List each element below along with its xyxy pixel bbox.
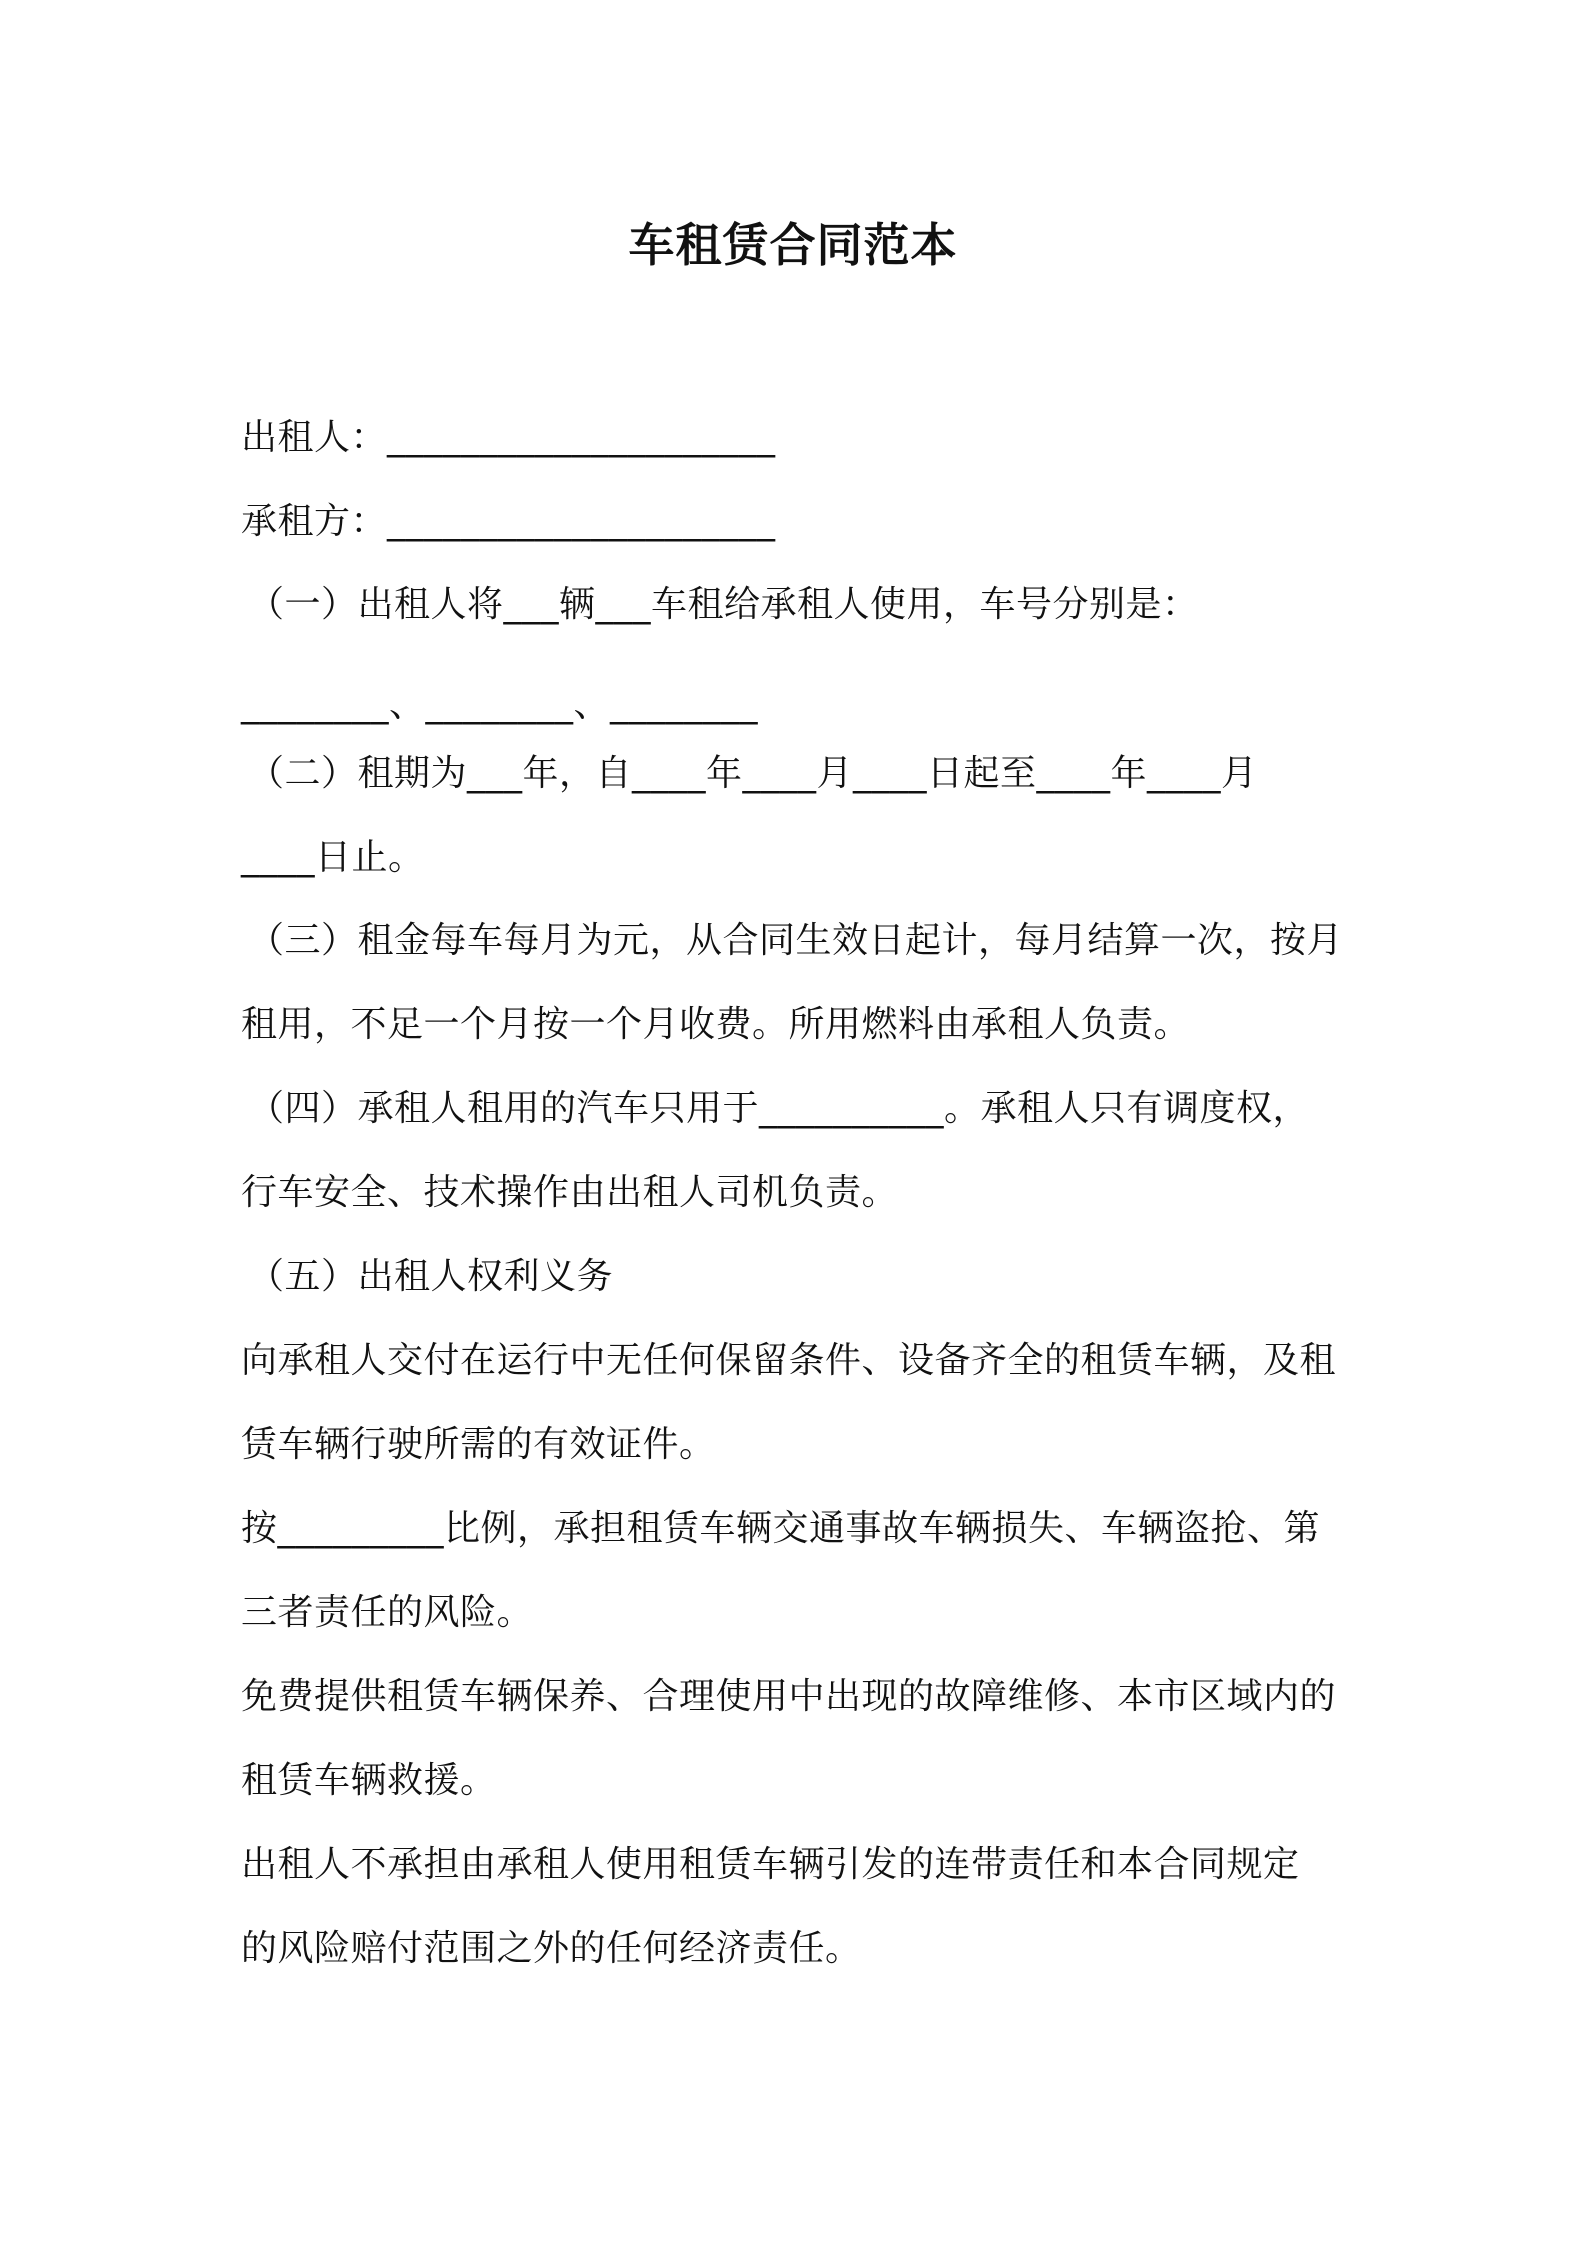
lessee-line: 承租方：_____________________	[241, 501, 776, 542]
clause-3-line-1: （三）租金每车每月为元，从合同生效日起计，每月结算一次，按月	[248, 920, 1344, 961]
clause-5-item-4-line-1: 出租人不承担由承租人使用租赁车辆引发的连带责任和本合同规定	[241, 1844, 1300, 1885]
lessor-line: 出租人：_____________________	[241, 417, 776, 458]
clause-5-item-2-line-2: 三者责任的风险。	[241, 1592, 534, 1633]
clause-4-line-1: （四）承租人租用的汽车只用于__________。承租人只有调度权，	[248, 1088, 1310, 1129]
clause-2-line-1: （二）租期为___年，自____年____月____日起至____年____月	[248, 753, 1258, 794]
clause-5-item-4-line-2: 的风险赔付范围之外的任何经济责任。	[241, 1928, 862, 1969]
clause-4-line-2: 行车安全、技术操作由出租人司机负责。	[241, 1172, 899, 1213]
clause-5-heading: （五）出租人权利义务	[248, 1256, 614, 1297]
clause-5-item-1-line-2: 赁车辆行驶所需的有效证件。	[241, 1424, 716, 1465]
document-title: 车租赁合同范本	[628, 218, 958, 272]
clause-5-item-3-line-1: 免费提供租赁车辆保养、合理使用中出现的故障维修、本市区域内的	[241, 1676, 1337, 1717]
clause-1-line-2: ________、________、________	[241, 684, 758, 725]
clause-2-line-2: ____日止。	[241, 837, 425, 878]
clause-1-line-1: （一）出租人将___辆___车租给承租人使用，车号分别是：	[248, 584, 1199, 625]
clause-5-item-2-line-1: 按_________比例，承担租赁车辆交通事故车辆损失、车辆盗抢、第	[241, 1508, 1321, 1549]
clause-3-line-2: 租用，不足一个月按一个月收费。所用燃料由承租人负责。	[241, 1004, 1191, 1045]
clause-5-item-1-line-1: 向承租人交付在运行中无任何保留条件、设备齐全的租赁车辆，及租	[241, 1340, 1337, 1381]
clause-5-item-3-line-2: 租赁车辆救援。	[241, 1760, 497, 1801]
